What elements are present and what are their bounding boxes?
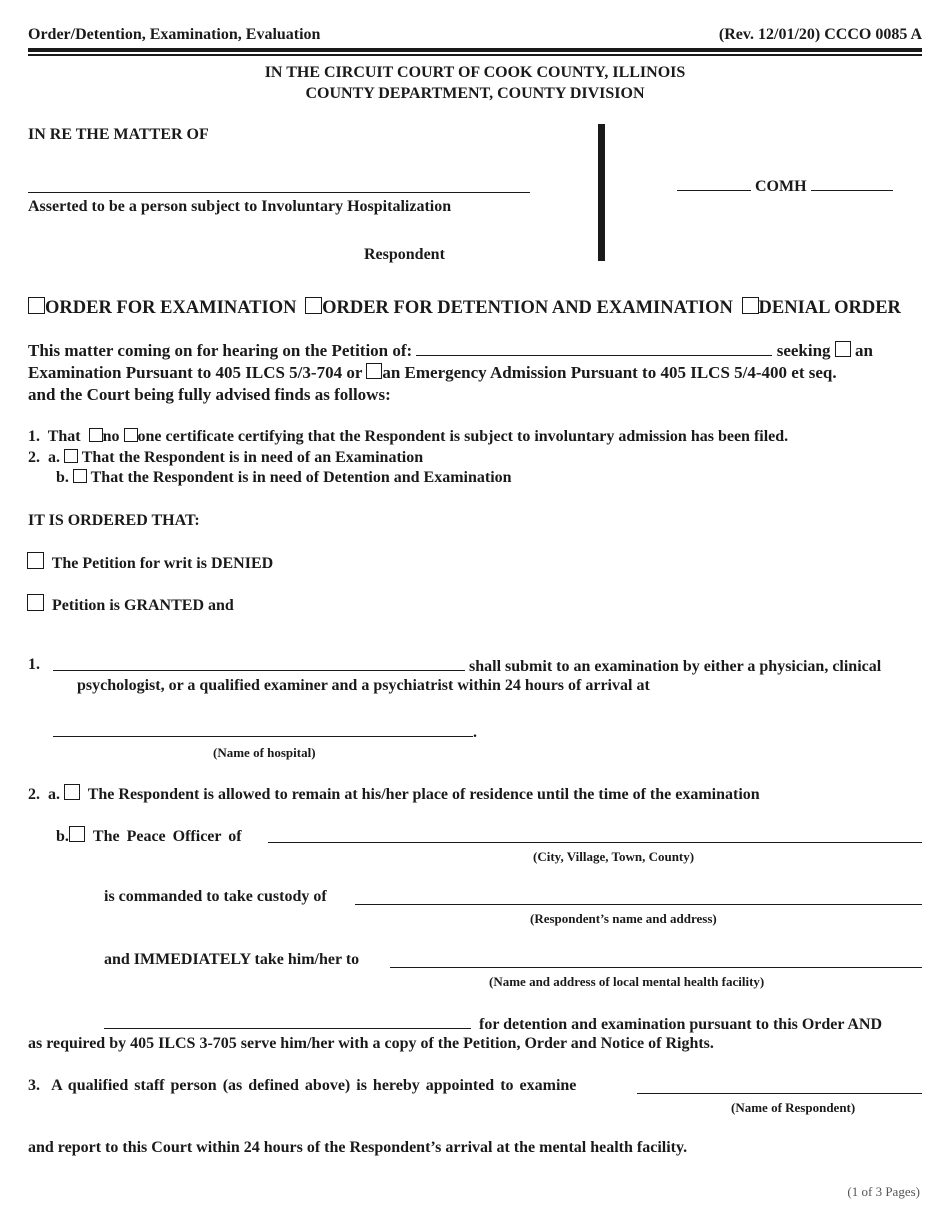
detention-row	[104, 1014, 882, 1034]
seeking-label: seeking	[776, 341, 831, 360]
finding-2a	[28, 449, 423, 467]
finding-2b-text: That the Respondent is in need of Detention and Examination	[90, 469, 512, 486]
asserted-label: Asserted to be a person subject to Involuntary Hospitalization	[28, 198, 452, 215]
detention-order-checkbox[interactable]	[305, 297, 322, 314]
respondent-address-caption: (Respondent’s name and address)	[530, 911, 717, 926]
hospital-caption: (Name of hospital)	[213, 745, 316, 760]
petition-intro: This matter coming on for hearing on the Petition of:	[28, 341, 413, 360]
header-rule-thick	[28, 48, 922, 52]
serve-text: as required by 405 ILCS 3-705 serve him/her with a copy of the Petition, Order and Notice of Rights.	[28, 1035, 714, 1052]
detention-text: for detention and examination pursuant to this Order AND	[479, 1016, 882, 1033]
hospital-row	[53, 722, 477, 742]
finding-2a-label: a.	[48, 449, 60, 466]
custody-respondent-field[interactable]	[355, 890, 922, 905]
hospital-name-field[interactable]	[53, 722, 473, 737]
finding-2a-text: That the Respondent is in need of an Examination	[81, 449, 424, 466]
report-text: and report to this Court within 24 hours of the Respondent’s arrival at the mental health facility.	[28, 1139, 688, 1156]
examination-order-label: ORDER FOR EXAMINATION	[45, 298, 297, 318]
case-number-row	[677, 176, 893, 196]
granted-row	[27, 594, 234, 615]
item-3-number: 3.	[28, 1077, 40, 1094]
in-re-label: IN RE THE MATTER OF	[28, 126, 209, 143]
petition-line-1	[28, 341, 873, 361]
custody-text: is commanded to take custody of	[104, 888, 327, 905]
item-2a-label: a.	[48, 786, 60, 803]
respondent-name-caption: (Name of Respondent)	[731, 1100, 856, 1115]
finding-1-that: That	[47, 428, 81, 445]
petition-granted-checkbox[interactable]	[27, 594, 44, 611]
respondent-name-field[interactable]	[28, 178, 530, 193]
case-code: COMH	[755, 178, 807, 195]
detention-order-label: ORDER FOR DETENTION AND EXAMINATION	[322, 298, 733, 318]
respondent-label: Respondent	[364, 246, 445, 263]
detention-facility-field[interactable]	[104, 1014, 471, 1029]
finding-1-number: 1.	[28, 428, 40, 445]
one-certificate-checkbox[interactable]	[124, 428, 138, 442]
form-revision: (Rev. 12/01/20) CCCO 0085 A	[718, 26, 922, 43]
denial-order-checkbox[interactable]	[742, 297, 759, 314]
peace-officer-checkbox[interactable]	[69, 826, 85, 842]
need-examination-checkbox[interactable]	[64, 449, 78, 463]
item-2b-row	[56, 826, 242, 846]
case-number-suffix-field[interactable]	[811, 176, 893, 191]
no-certificate-checkbox[interactable]	[89, 428, 103, 442]
item-1-number: 1.	[28, 656, 40, 673]
item-1-text-1: shall submit to an examination by either a physician, clinical	[469, 658, 882, 675]
examination-statute: Examination Pursuant to 405 ILCS 5/3-704 or	[28, 363, 363, 382]
peace-officer-jurisdiction-field[interactable]	[268, 828, 922, 843]
emergency-admission-checkbox[interactable]	[366, 363, 382, 379]
caption-divider	[598, 124, 605, 261]
finding-2b	[56, 469, 512, 487]
page-number: (1 of 3 Pages)	[847, 1184, 920, 1199]
finding-1	[28, 428, 788, 446]
advised-text: and the Court being fully advised finds as follows:	[28, 385, 391, 404]
form-title: Order/Detention, Examination, Evaluation	[28, 26, 321, 43]
item-2b-text: The Peace Officer of	[92, 828, 242, 845]
item-1-line-1	[53, 656, 881, 676]
denial-order-label: DENIAL ORDER	[758, 298, 901, 318]
item-2b-label: b.	[56, 828, 69, 845]
finding-1-no: no	[102, 428, 120, 445]
finding-1-text: one certificate certifying that the Respondent is subject to involuntary admission has been filed.	[137, 428, 789, 445]
hospital-period: .	[473, 724, 477, 741]
item-3-text: A qualified staff person (as defined above) is hereby appointed to examine	[51, 1077, 577, 1094]
writ-denied-checkbox[interactable]	[27, 552, 44, 569]
examinee-name-field[interactable]	[637, 1079, 922, 1094]
emergency-statute: an Emergency Admission Pursuant to 405 ILCS 5/4-400 et seq.	[382, 363, 837, 382]
facility-caption: (Name and address of local mental health facility)	[489, 974, 765, 989]
item-2-number: 2.	[28, 786, 40, 803]
item-2a-row	[28, 784, 760, 804]
finding-2-number: 2.	[28, 449, 40, 466]
city-caption: (City, Village, Town, County)	[533, 849, 695, 864]
header-rule-thin	[28, 54, 922, 56]
court-department: COUNTY DEPARTMENT, COUNTY DIVISION	[305, 85, 645, 102]
need-detention-checkbox[interactable]	[73, 469, 87, 483]
item-3-row	[28, 1077, 576, 1095]
order-type-row	[28, 297, 901, 319]
finding-2b-label: b.	[56, 469, 69, 486]
remain-at-residence-checkbox[interactable]	[64, 784, 80, 800]
petitioner-field[interactable]	[416, 341, 772, 356]
ordered-heading: IT IS ORDERED THAT:	[28, 512, 200, 529]
petition-line-2	[28, 363, 837, 383]
petition-granted-label: Petition is GRANTED and	[52, 597, 234, 614]
an-label: an	[855, 341, 874, 360]
writ-denied-label: The Petition for writ is DENIED	[51, 555, 274, 572]
examination-seeking-checkbox[interactable]	[835, 341, 851, 357]
take-text: and IMMEDIATELY take him/her to	[104, 951, 360, 968]
examination-order-checkbox[interactable]	[28, 297, 45, 314]
facility-field[interactable]	[390, 953, 922, 968]
denied-row	[27, 552, 273, 573]
court-name: IN THE CIRCUIT COURT OF COOK COUNTY, ILLINOIS	[264, 64, 686, 81]
item-1-text-2: psychologist, or a qualified examiner and a psychiatrist within 24 hours of arrival at	[77, 677, 650, 694]
examinee-field[interactable]	[53, 656, 465, 671]
item-2a-text: The Respondent is allowed to remain at his/her place of residence until the time of the examination	[87, 786, 760, 803]
case-number-prefix-field[interactable]	[677, 176, 751, 191]
